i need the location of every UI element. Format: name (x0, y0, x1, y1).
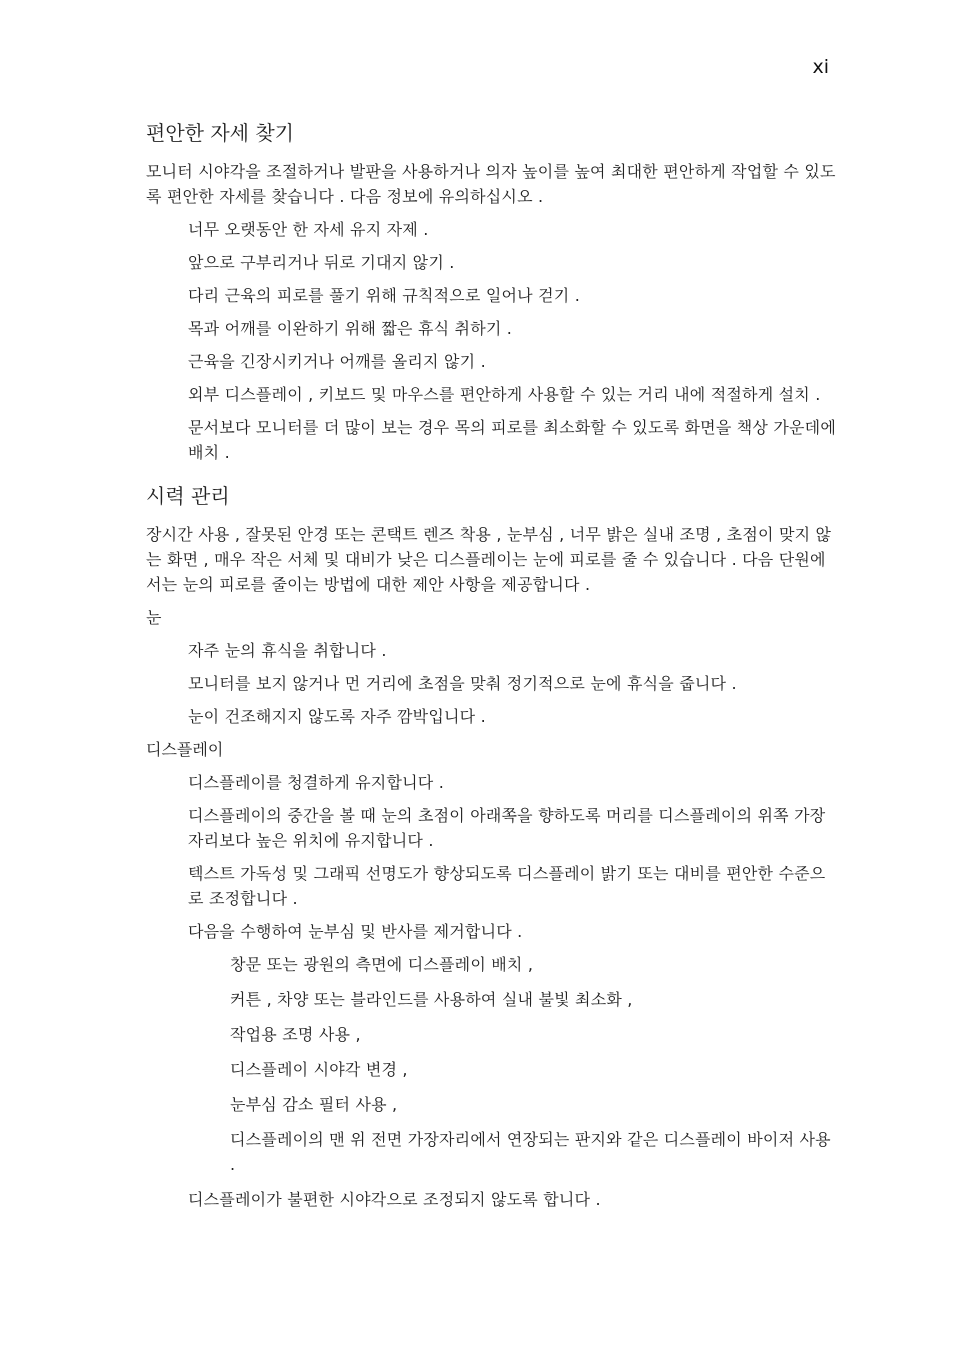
section-title-vision: 시력 관리 (146, 484, 230, 508)
sub-list-item: 창문 또는 광원의 측면에 디스플레이 배치 , (230, 955, 534, 974)
section-title-posture: 편안한 자세 찾기 (146, 121, 294, 145)
list-item: 다음을 수행하여 눈부심 및 반사를 제거합니다 . (188, 922, 523, 941)
posture-intro: 모니터 시야각을 조절하거나 발판을 사용하거나 의자 높이를 높여 최대한 편안하게 작업할 수 있도록 편안한 자세를 찾습니다 . 다음 정보에 유의하십시오 . (146, 162, 836, 206)
list-item: 외부 디스플레이 , 키보드 및 마우스를 편안하게 사용할 수 있는 거리 내에 적절하게 설치 . (188, 385, 821, 404)
sub-list-item: 커튼 , 차양 또는 블라인드를 사용하여 실내 불빛 최소화 , (230, 990, 633, 1009)
list-item: 디스플레이의 중간을 볼 때 눈의 초점이 아래쪽을 향하도록 머리를 디스플레이의 위쪽 가장자리보다 높은 위치에 유지합니다 . (188, 806, 826, 850)
list-item: 디스플레이가 불편한 시야각으로 조정되지 않도록 합니다 . (188, 1190, 601, 1209)
page-content (146, 118, 836, 1220)
subheading-eyes: 눈 (146, 608, 162, 627)
subheading-display: 디스플레이 (146, 740, 224, 759)
glare-sublist (146, 952, 836, 1177)
sub-list-item: 눈부심 감소 필터 사용 , (230, 1095, 398, 1114)
vision-intro: 장시간 사용 , 잘못된 안경 또는 콘택트 렌즈 착용 , 눈부심 , 너무 밝은 실내 조명 , 초점이 맞지 않는 화면 , 매우 작은 서체 및 대비가 낮은 디스플레이는 눈에 피로를 줄 수 있습니다 . 다음 단원에서는 눈의 피로를 줄이는 방법에 대한 제안 사항을 제공합니다 . (146, 525, 832, 594)
display-list (146, 770, 836, 944)
list-item: 다리 근육의 피로를 풀기 위해 규칙적으로 일어나 걷기 . (188, 286, 581, 305)
list-item: 텍스트 가독성 및 그래픽 선명도가 향상되도록 디스플레이 밝기 또는 대비를 편안한 수준으로 조정합니다 . (188, 864, 826, 908)
posture-list (146, 217, 836, 465)
page-number: xi (812, 56, 829, 78)
list-item: 근육을 긴장시키거나 어깨를 올리지 않기 . (188, 352, 486, 371)
list-item: 너무 오랫동안 한 자세 유지 자제 . (188, 220, 429, 239)
sub-list-item: 디스플레이 시야각 변경 , (230, 1060, 408, 1079)
list-item: 디스플레이를 청결하게 유지합니다 . (188, 773, 444, 792)
display-list-final (146, 1187, 836, 1212)
list-item: 모니터를 보지 않거나 먼 거리에 초점을 맞춰 정기적으로 눈에 휴식을 줍니다 . (188, 674, 737, 693)
list-item: 앞으로 구부리거나 뒤로 기대지 않기 . (188, 253, 455, 272)
list-item: 문서보다 모니터를 더 많이 보는 경우 목의 피로를 최소화할 수 있도록 화면을 책상 가운데에 배치 . (188, 418, 836, 462)
eyes-list (146, 638, 836, 729)
list-item: 자주 눈의 휴식을 취합니다 . (188, 641, 387, 660)
list-item: 목과 어깨를 이완하기 위해 짧은 휴식 취하기 . (188, 319, 513, 338)
list-item: 눈이 건조해지지 않도록 자주 깜박입니다 . (188, 707, 486, 726)
sub-list-item: 디스플레이의 맨 위 전면 가장자리에서 연장되는 판지와 같은 디스플레이 바이저 사용 . (230, 1130, 831, 1174)
sub-list-item: 작업용 조명 사용 , (230, 1025, 361, 1044)
